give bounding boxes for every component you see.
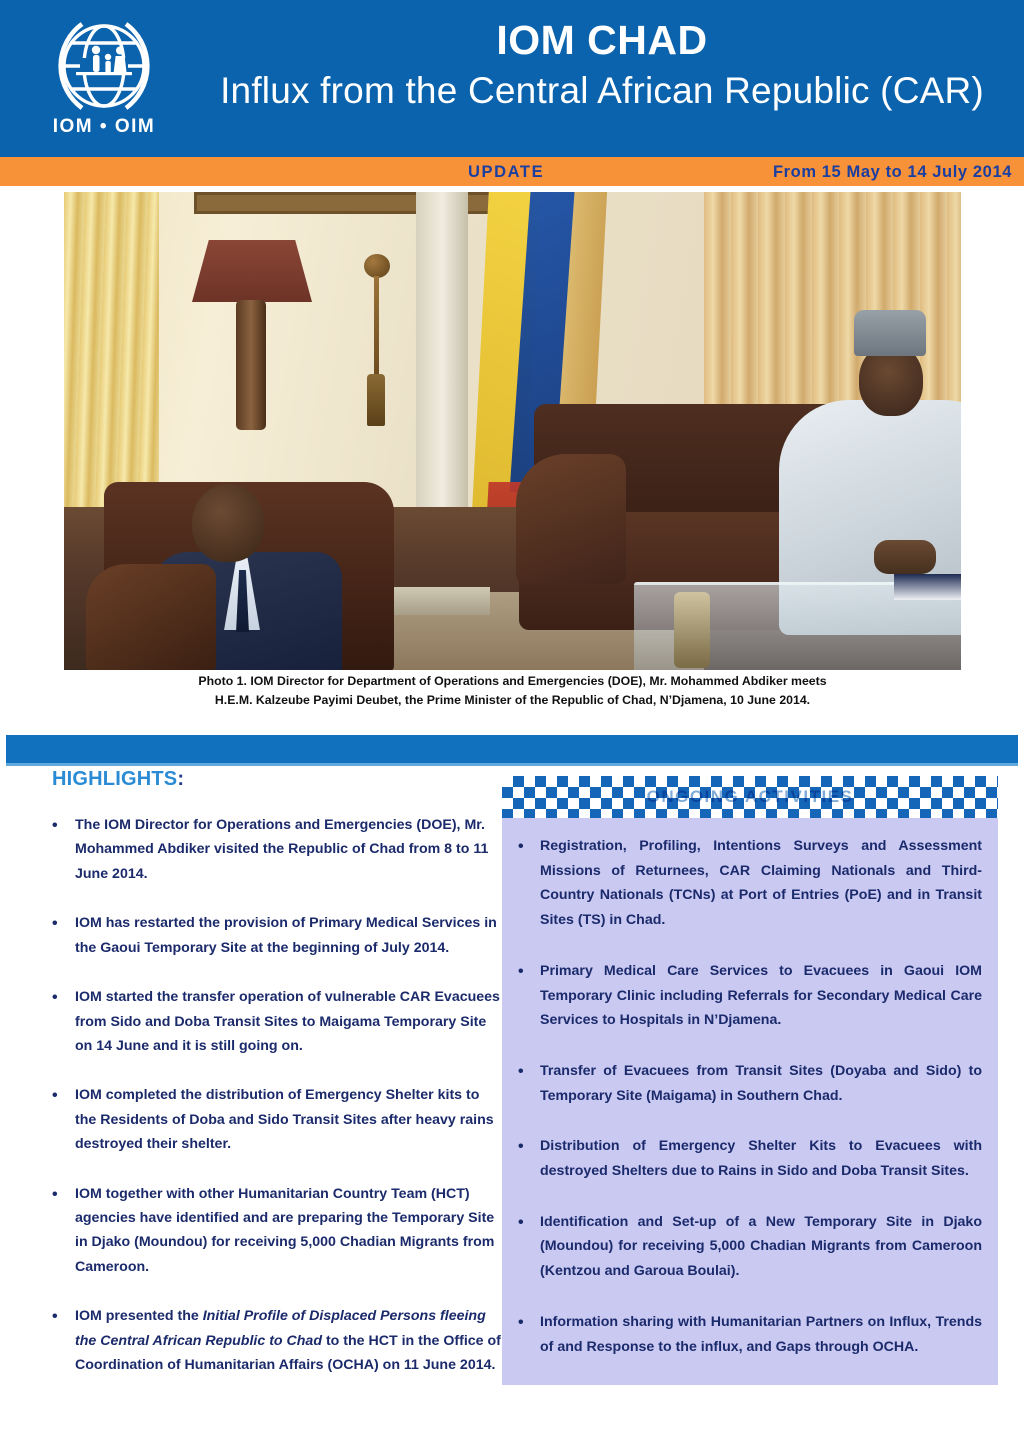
photo-caption <box>64 672 961 710</box>
section-divider-bar <box>6 735 1018 766</box>
highlight-report-title: Initial Profile of Displaced Persons fleeing the Central African Republic to Chad <box>75 1308 486 1349</box>
header-title-block <box>190 16 1014 114</box>
highlight-text: IOM completed the distribution of Emergency Shelter kits to the Residents of Doba and Sido Transit Sites after heavy rains destroyed their shelter. <box>75 1087 494 1153</box>
activity-text: Registration, Profiling, Intentions Surveys and Assessment Missions of Returnees, CAR Claiming Nationals and Third-Country Nationals (TCNs) at Port of Entries (PoE) and in Transit Sites (TS) in Chad. <box>540 838 982 929</box>
list-item <box>504 1134 982 1183</box>
highlight-text: IOM started the transfer operation of vulnerable CAR Evacuees from Sido and Doba Transit Sites to Maigama Temporary Site on 14 June and it is still going on. <box>75 989 500 1054</box>
list-item <box>504 959 982 1033</box>
list-item <box>40 1304 502 1377</box>
list-item <box>504 1310 982 1359</box>
update-bar <box>0 157 1024 186</box>
activities-panel <box>502 776 998 1385</box>
activities-heading-text: ONGOING ACTIVITIES <box>646 787 854 806</box>
activity-text: Distribution of Emergency Shelter Kits to Evacuees with destroyed Shelters due to Rains in Sido and Doba Transit Sites. <box>540 1138 982 1180</box>
activities-list <box>502 818 998 1359</box>
activities-column <box>502 776 998 1385</box>
list-item <box>504 1210 982 1284</box>
highlight-text: IOM has restarted the provision of Primary Medical Services in the Gaoui Temporary Site at the beginning of July 2014. <box>75 915 497 956</box>
photo-caption-line-1: Photo 1. IOM Director for Department of Operations and Emergencies (DOE), Mr. Mohammed Abdiker meets <box>198 674 827 688</box>
content-columns <box>0 768 1024 1449</box>
photo-caption-line-2: H.E.M. Kalzeube Payimi Deubet, the Prime Minister of the Republic of Chad, N’Djamena, 10 June 2014. <box>214 693 811 708</box>
update-date-range: From 15 May to 14 July 2014 <box>772 163 1012 181</box>
activity-text: Identification and Set-up of a New Temporary Site in Djako (Moundou) for receiving 5,000 Chadian Migrants from Cameroon (Kentzou and Garoua Boulai). <box>540 1213 982 1280</box>
iom-logo <box>38 14 186 146</box>
highlights-heading-text: HIGHLIGHTS <box>52 768 178 790</box>
page-header <box>0 0 1024 157</box>
list-item <box>40 985 502 1058</box>
update-label: UPDATE <box>468 163 545 181</box>
activities-panel-heading <box>502 776 998 818</box>
photo-area <box>0 186 1024 708</box>
list-item <box>40 813 502 886</box>
activity-text: Transfer of Evacuees from Transit Sites (Doyaba and Sido) to Temporary Site (Maigama) in Southern Chad. <box>540 1062 982 1104</box>
highlights-heading-colon: : <box>177 768 185 790</box>
activity-text: Primary Medical Care Services to Evacuees in Gaoui IOM Temporary Clinic including Referrals for Secondary Medical Care Services to Hospitals in N’Djamena. <box>540 962 982 1029</box>
list-item <box>40 1083 502 1156</box>
highlights-column <box>40 768 502 1403</box>
list-item <box>40 911 502 960</box>
list-item <box>504 1059 982 1108</box>
list-item <box>40 1182 502 1280</box>
highlight-text-pre: IOM presented the <box>75 1308 203 1325</box>
highlight-text: IOM together with other Humanitarian Country Team (HCT) agencies have identified and are preparing the Temporary Site in Djako (Moundou) for receiving 5,000 Chadian Migrants from Cameroon. <box>75 1185 495 1275</box>
list-item <box>504 834 982 933</box>
globe-icon <box>38 14 186 146</box>
page-subtitle: Influx from the Central African Republic (CAR) <box>220 70 984 112</box>
highlight-text-post: to the HCT in the Office of Coordination of Humanitarian Affairs (OCHA) on 11 June 2014. <box>75 1332 501 1374</box>
highlights-list <box>40 813 502 1378</box>
highlights-heading <box>52 768 502 791</box>
activity-text: Information sharing with Humanitarian Partners on Influx, Trends of and Response to the influx, and Gaps through OCHA. <box>540 1313 982 1355</box>
page-title: IOM CHAD <box>496 17 708 63</box>
logo-wordmark: IOM • OIM <box>52 116 156 137</box>
photo-1-image <box>64 192 961 670</box>
highlight-text: The IOM Director for Operations and Emergencies (DOE), Mr. Mohammed Abdiker visited the Republic of Chad from 8 to 11 June 2014. <box>75 817 489 882</box>
